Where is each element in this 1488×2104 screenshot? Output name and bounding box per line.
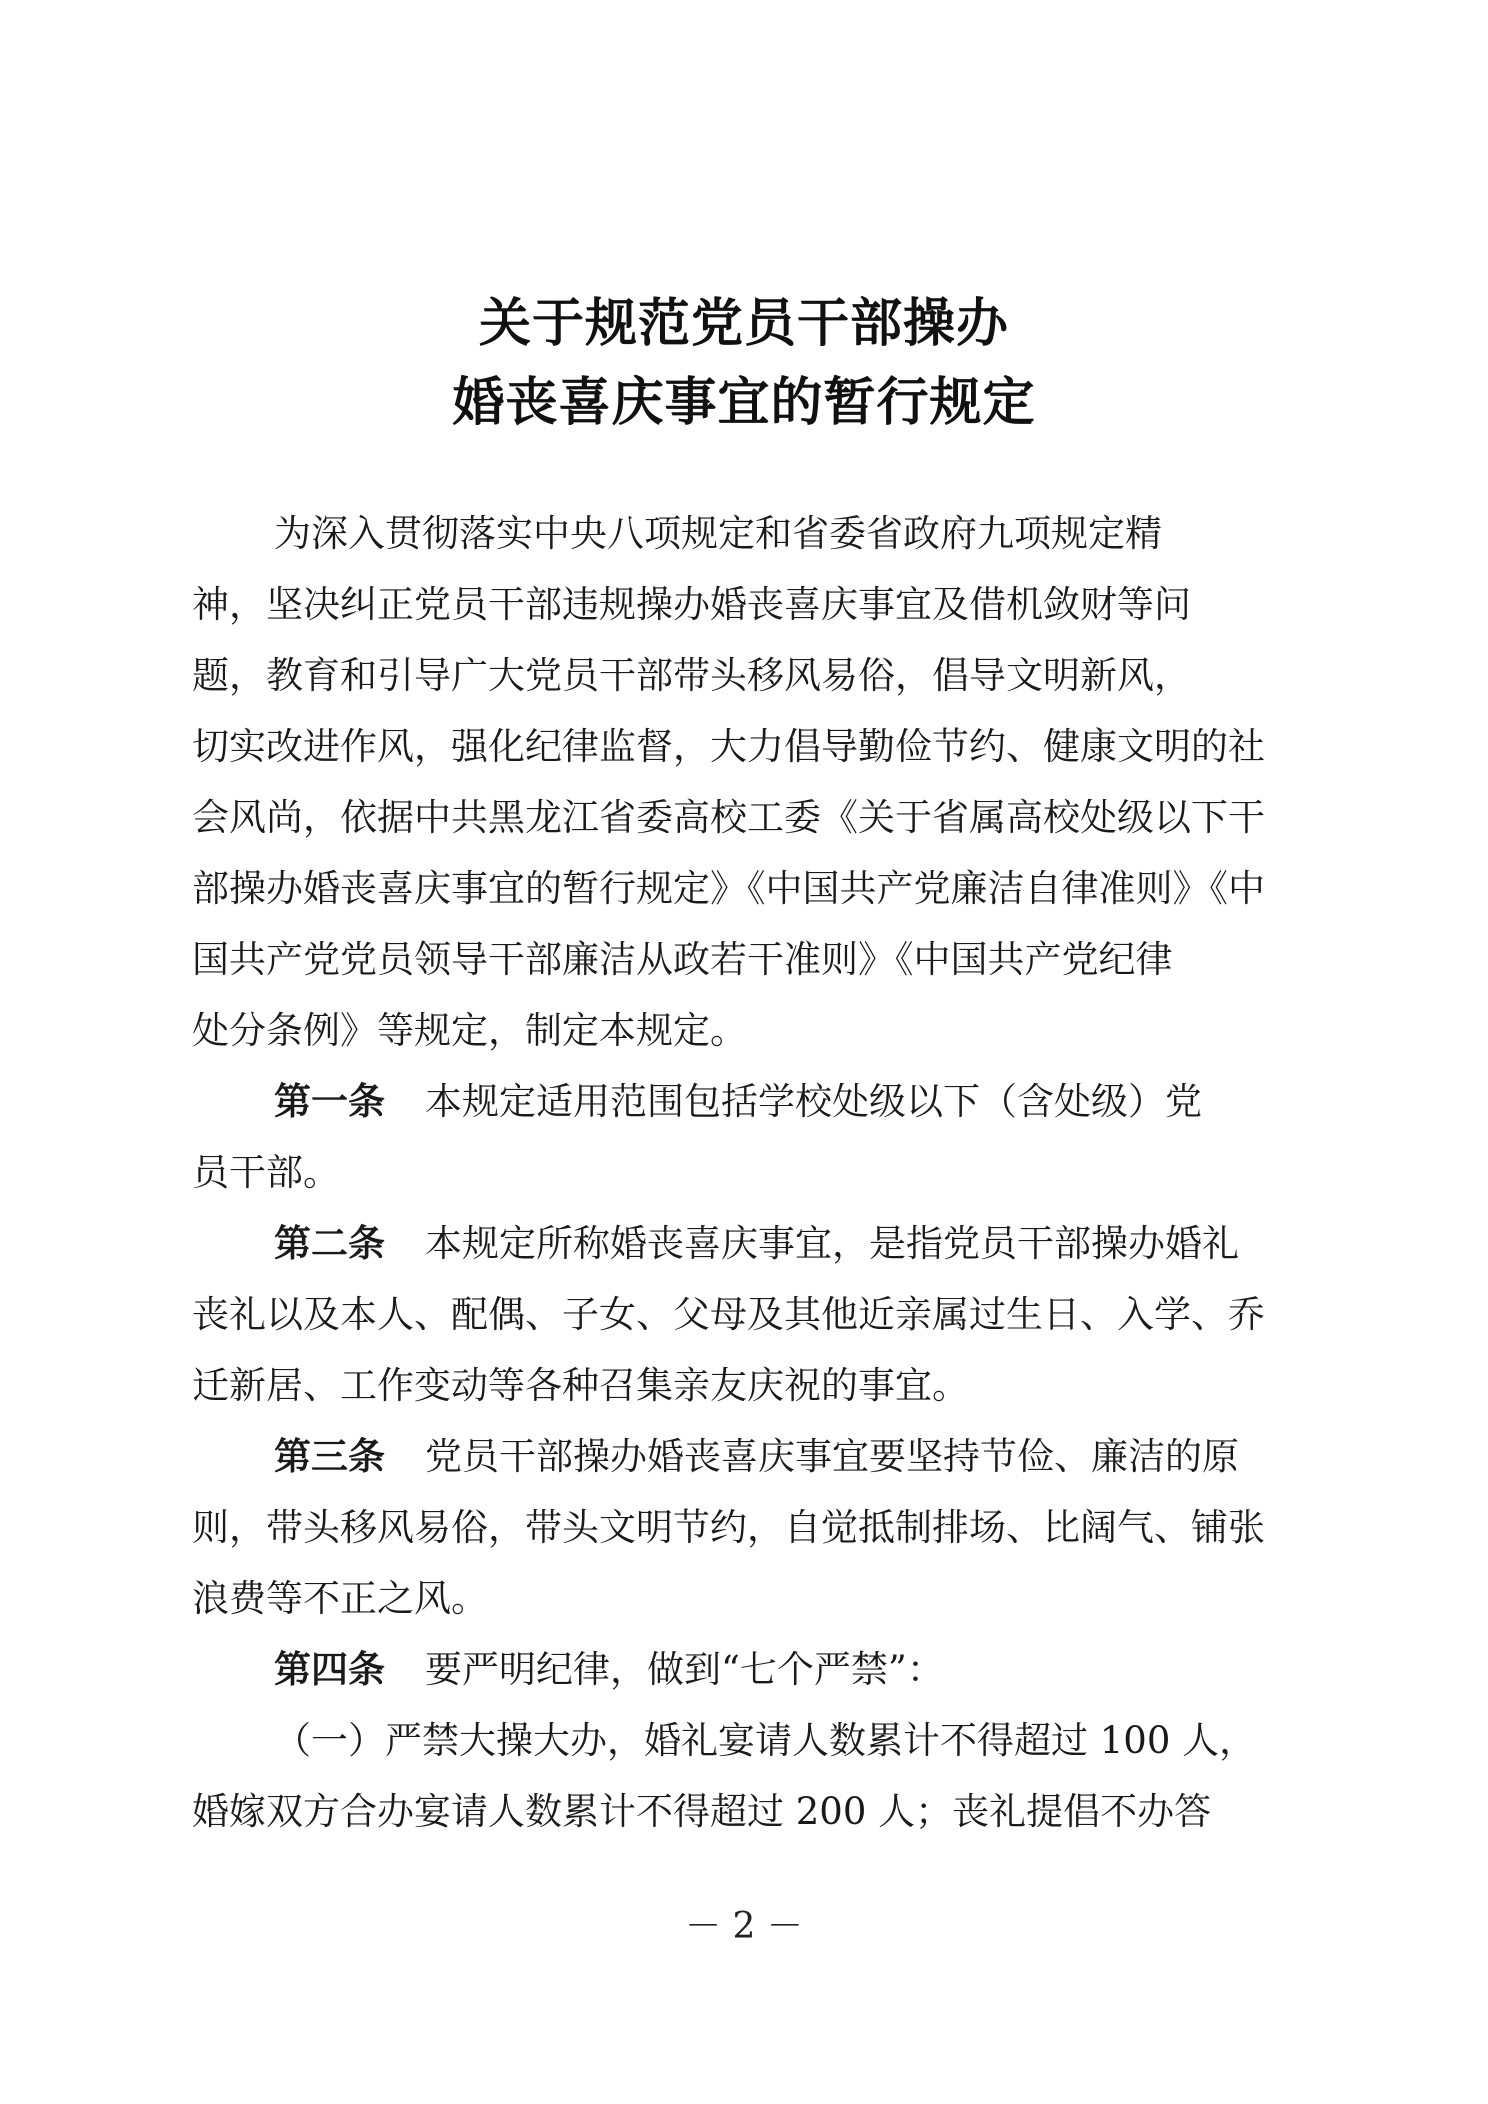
item-1-continuation: 婚嫁双方合办宴请人数累计不得超过 200 人；丧礼提倡不办答	[192, 1790, 1212, 1833]
article-2-text: 本规定所称婚丧喜庆事宜，是指党员干部操办婚礼	[425, 1222, 1239, 1265]
preamble-line: 题，教育和引导广大党员干部带头移风易俗，倡导文明新风，	[192, 654, 1191, 697]
article-2-continuation: 迁新居、工作变动等各种召集亲友庆祝的事宜。	[192, 1364, 969, 1407]
item-1: （一）严禁大操大办，婚礼宴请人数累计不得超过 100 人，	[274, 1719, 1257, 1762]
preamble-line: 神，坚决纠正党员干部违规操办婚丧喜庆事宜及借机敛财等问	[192, 583, 1191, 626]
article-4-label: 第四条	[274, 1648, 385, 1691]
article-2	[274, 1222, 1239, 1266]
article-4-text: 要严明纪律，做到“七个严禁”：	[425, 1648, 944, 1691]
article-1-text: 本规定适用范围包括学校处级以下（含处级）党	[425, 1080, 1202, 1123]
preamble-line: 切实改进作风，强化纪律监督，大力倡导勤俭节约、健康文明的社	[192, 725, 1265, 768]
page-number: － 2 －	[685, 1906, 803, 1947]
article-2-continuation: 丧礼以及本人、配偶、子女、父母及其他近亲属过生日、入学、乔	[192, 1293, 1265, 1336]
article-3-text: 党员干部操办婚丧喜庆事宜要坚持节俭、廉洁的原	[425, 1435, 1239, 1478]
article-2-label: 第二条	[274, 1222, 385, 1265]
preamble-line: 国共产党党员领导干部廉洁从政若干准则》《中国共产党纪律	[192, 938, 1173, 981]
preamble-line: 处分条例》等规定，制定本规定。	[192, 1009, 747, 1052]
article-4	[274, 1648, 944, 1692]
article-3-continuation: 浪费等不正之风。	[192, 1577, 488, 1620]
document-title-line-1: 关于规范党员干部操办	[478, 294, 1009, 354]
preamble-line: 为深入贯彻落实中央八项规定和省委省政府九项规定精	[274, 512, 1162, 555]
article-3-label: 第三条	[274, 1435, 385, 1478]
preamble-line: 会风尚，依据中共黑龙江省委高校工委《关于省属高校处级以下干	[192, 796, 1265, 839]
preamble-line: 部操办婚丧喜庆事宜的暂行规定》《中国共产党廉洁自律准则》《中	[192, 867, 1265, 910]
article-1-label: 第一条	[274, 1080, 385, 1123]
article-3-continuation: 则，带头移风易俗，带头文明节约，自觉抵制排场、比阔气、铺张	[192, 1506, 1265, 1549]
document-title-line-2: 婚丧喜庆事宜的暂行规定	[452, 373, 1036, 433]
article-1	[274, 1080, 1202, 1124]
article-3	[274, 1435, 1239, 1479]
article-1-continuation: 员干部。	[192, 1151, 340, 1194]
